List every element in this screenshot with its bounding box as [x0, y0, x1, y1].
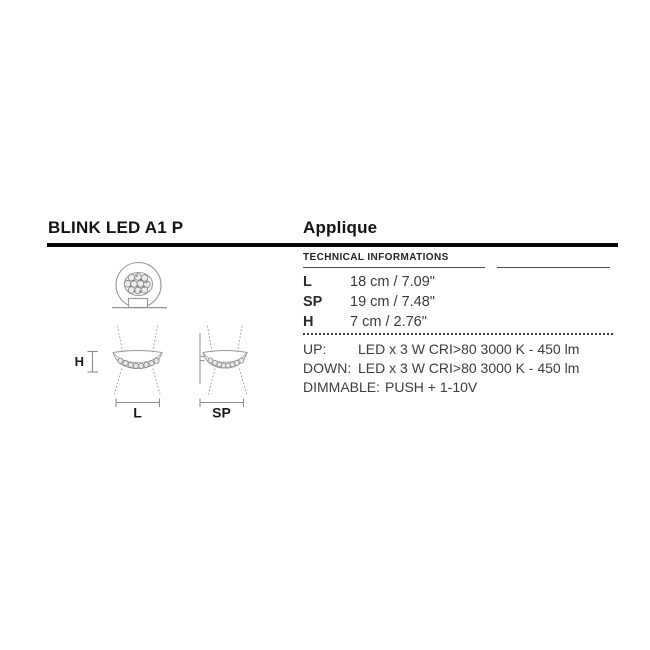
dim-label-sp: SP [212, 404, 231, 421]
dimension-row-l [303, 272, 612, 292]
tech-underline-right [497, 267, 610, 268]
dim-label-l: L [133, 404, 142, 421]
spec-label: DIMMABLE: [303, 378, 381, 395]
category-title: Applique [303, 218, 378, 237]
dim-label-h: H [74, 354, 84, 369]
spec-row-down [303, 358, 615, 377]
header-rule [47, 243, 618, 247]
dotted-divider [303, 333, 613, 335]
tech-section-title: TECHNICAL INFORMATIONS [303, 252, 449, 263]
technical-drawing [40, 250, 270, 425]
dimension-label: L [303, 274, 312, 290]
spec-row-dimmable [303, 377, 615, 396]
dimension-row-h [303, 312, 612, 332]
product-title: BLINK LED A1 P [48, 218, 184, 237]
dimension-value: 18 cm / 7.09" [350, 274, 435, 290]
spec-value: LED x 3 W CRI>80 3000 K - 450 lm [358, 340, 580, 357]
light-specs [303, 339, 615, 396]
spec-value: LED x 3 W CRI>80 3000 K - 450 lm [358, 359, 580, 376]
spec-label: DOWN: [303, 359, 352, 376]
dimensions-table [303, 272, 612, 332]
dimension-value: 7 cm / 2.76" [350, 314, 427, 330]
dimension-label: H [303, 314, 314, 330]
tech-underline-left [303, 267, 485, 268]
dimension-row-sp [303, 292, 612, 312]
dimension-value: 19 cm / 7.48" [350, 294, 435, 310]
spec-row-up [303, 339, 615, 358]
wall-bracket-rect [129, 299, 148, 308]
dimension-label: SP [303, 294, 323, 310]
spec-value: PUSH + 1-10V [385, 378, 478, 395]
spec-label: UP: [303, 340, 327, 357]
top-view-mount [112, 299, 167, 308]
